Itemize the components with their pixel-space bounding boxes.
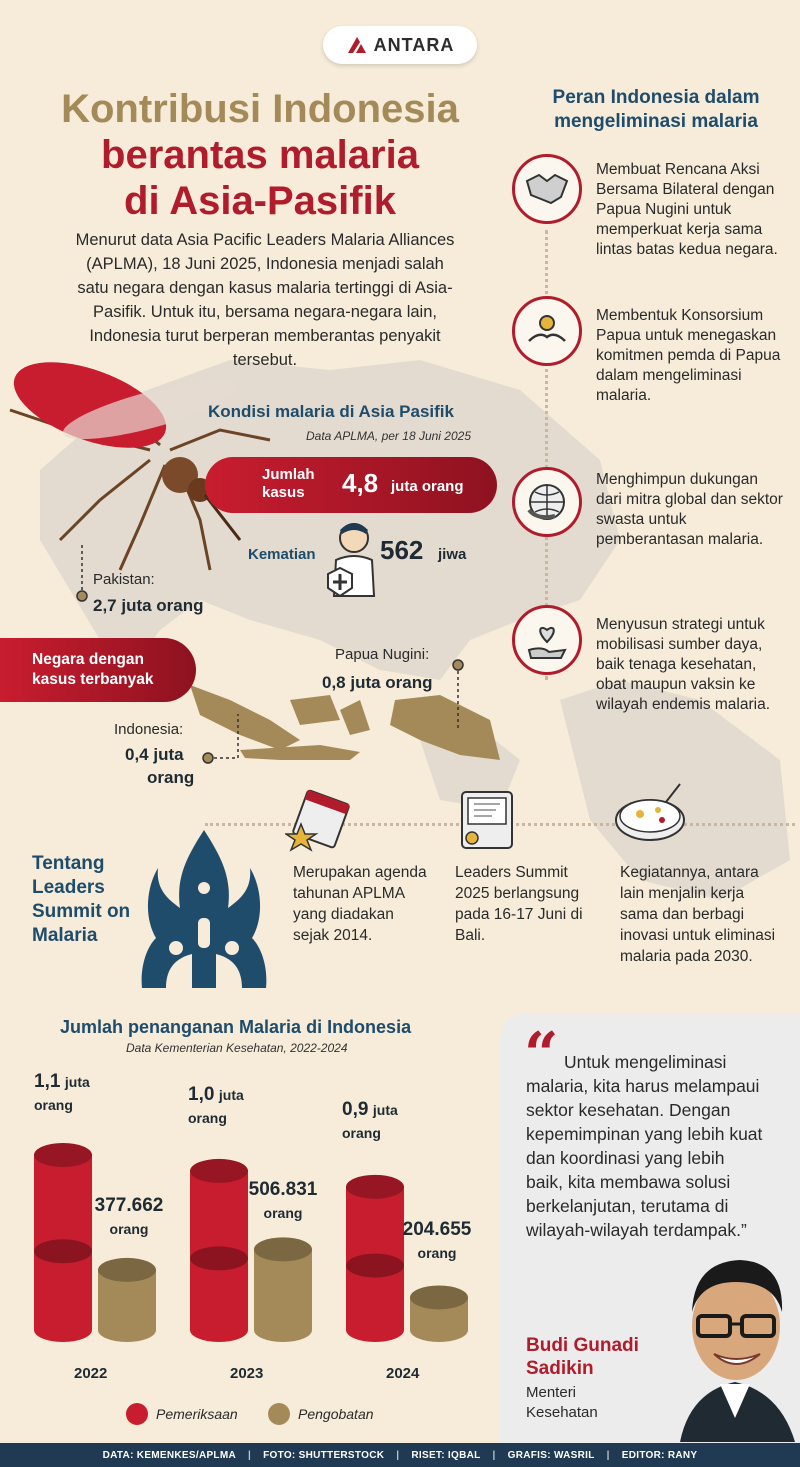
legend-pengobatan-label: Pengobatan — [298, 1406, 374, 1422]
antara-logo — [323, 26, 477, 64]
credit-grafis: GRAFIS: WASRIL — [507, 1449, 595, 1461]
minister-portrait — [670, 1242, 800, 1442]
pemeriksaan-label-2024: 0,9 juta orang — [342, 1099, 398, 1141]
summit-item-3-text: Kegiatannya, antara lain menjalin kerja sama dan berbagi inovasi untuk eliminasi malaria pada 2030. — [620, 864, 776, 965]
credit-separator: | — [248, 1449, 252, 1461]
year-label-2024: 2024 — [386, 1365, 420, 1382]
quote-speaker-name: Budi Gunadi Sadikin — [526, 1335, 639, 1379]
jumlah-kasus-unit: juta orang — [391, 478, 464, 495]
leaders-summit-title: Tentang Leaders Summit on Malaria — [32, 853, 131, 946]
pengobatan-label-2024: 204.655 orang — [402, 1219, 472, 1261]
kondisi-subtitle: Data APLMA, per 18 Juni 2025 — [306, 429, 471, 443]
negara-terbanyak-label: Negara dengan kasus terbanyak — [32, 651, 154, 688]
bar-pengobatan-2023 — [254, 1237, 312, 1342]
page-title-line-3: di Asia-Pasifik — [124, 179, 396, 223]
hands-icon — [512, 296, 582, 366]
credit-data: DATA: KEMENKES/APLMA — [102, 1449, 236, 1461]
papua-value: 0,8 juta orang — [322, 673, 433, 692]
peran-title: Peran Indonesia dalam mengeliminasi malaria — [552, 87, 760, 132]
papua-marker — [448, 655, 468, 735]
bar-pengobatan-2024 — [410, 1285, 468, 1342]
page-title-line-2: berantas malaria — [101, 133, 419, 177]
indonesia-name: Indonesia: — [114, 721, 184, 738]
summit-item-1-text: Merupakan agenda tahunan APLMA yang diadakan sejak 2014. — [293, 864, 427, 944]
kematian-unit: jiwa — [438, 546, 467, 563]
page-title-line-1: Kontribusi Indonesia — [61, 87, 459, 131]
antara-logo-text: ANTARA — [373, 34, 455, 55]
indonesia-value-line-1: 0,4 juta — [125, 745, 184, 764]
globe-icon — [512, 467, 582, 537]
calendar-star-icon — [285, 788, 355, 858]
batik-ornament-icon — [136, 828, 272, 990]
chart-title: Jumlah penanganan Malaria di Indonesia — [60, 1017, 412, 1037]
petri-dish-icon — [610, 780, 694, 846]
chart-subtitle: Data Kementerian Kesehatan, 2022-2024 — [126, 1041, 348, 1055]
jumlah-kasus-value: 4,8 — [342, 468, 379, 498]
credit-separator: | — [606, 1449, 610, 1461]
quote-text: Untuk mengeliminasi malaria, kita harus melampaui sektor kesehatan. Dengan kepemimpinan yang lebih kuat dan koordinasi yang lebih baik, kita membawa solusi berkelanjutan, terutama di wilayah-wilayah terdampak.” — [526, 1052, 763, 1240]
legend-pemeriksaan-dot — [126, 1403, 148, 1425]
credit-separator: | — [492, 1449, 496, 1461]
credit-foto: FOTO: SHUTTERSTOCK — [263, 1449, 385, 1461]
indonesia-value-line-2: orang — [147, 768, 195, 787]
pengobatan-label-2022: 377.662 orang — [94, 1195, 164, 1237]
summit-item-2-text: Leaders Summit 2025 berlangsung pada 16-17 Juni di Bali. — [455, 864, 583, 944]
pemeriksaan-label-2022: 1,1 juta orang — [34, 1071, 90, 1113]
pakistan-marker — [70, 540, 100, 610]
credits-footer — [0, 1443, 800, 1467]
kematian-label: Kematian — [248, 546, 316, 563]
kematian-value: 562 — [380, 535, 424, 565]
indonesia-marker — [200, 710, 250, 770]
handshake-icon — [512, 154, 582, 224]
quote-mark-icon: “ — [524, 1020, 559, 1090]
credit-separator: | — [396, 1449, 400, 1461]
papua-name: Papua Nugini: — [335, 646, 430, 663]
jumlah-kasus-label: Jumlah kasus — [262, 466, 315, 501]
quote-speaker-role: Menteri Kesehatan — [526, 1384, 598, 1421]
hand-heart-icon — [512, 605, 582, 675]
pakistan-name: Pakistan: — [93, 571, 155, 588]
intro-paragraph: Menurut data Asia Pacific Leaders Malaria Alliances (APLMA), 18 Juni 2025, Indonesia menjadi salah satu negara dengan kasus malaria tertinggi di Asia-Pasifik. Untuk itu, bersama negara-negara lain, Indonesia turut berperan memberantas penyakit tersebut. — [75, 231, 455, 369]
pakistan-value: 2,7 juta orang — [93, 596, 204, 615]
peran-step-3-text: Menghimpun dukungan dari mitra global dan sektor swasta untuk pemberantasan malaria. — [596, 471, 783, 548]
bar-pengobatan-2022 — [98, 1258, 156, 1342]
legend-pengobatan-dot — [268, 1403, 290, 1425]
pemeriksaan-label-2023: 1,0 juta orang — [188, 1084, 244, 1126]
antara-logo-icon — [346, 35, 368, 55]
peran-step-4-text: Menyusun strategi untuk mobilisasi sumber daya, baik tenaga kesehatan, obat maupun vaksin ke wilayah endemis malaria. — [596, 616, 771, 713]
credit-editor: EDITOR: RANY — [621, 1449, 698, 1461]
bar-pemeriksaan-2022 — [34, 1143, 92, 1342]
credit-riset: RISET: IQBAL — [411, 1449, 481, 1461]
pengobatan-label-2023: 506.831 orang — [248, 1179, 318, 1221]
peran-step-2-text: Membentuk Konsorsium Papua untuk menegaskan komitmen pemda di Papua dalam mengeliminasi malaria. — [596, 307, 781, 404]
doctor-icon — [326, 520, 382, 600]
year-label-2022: 2022 — [74, 1365, 108, 1382]
peran-step-1-text: Membuat Rencana Aksi Bersama Bilateral dengan Papua Nugini untuk memperkuat kerja sama lintas batas kedua negara. — [596, 161, 778, 258]
year-label-2023: 2023 — [230, 1365, 264, 1382]
meeting-room-icon — [452, 786, 522, 860]
legend-pemeriksaan-label: Pemeriksaan — [156, 1406, 238, 1422]
kondisi-title: Kondisi malaria di Asia Pasifik — [208, 402, 454, 421]
